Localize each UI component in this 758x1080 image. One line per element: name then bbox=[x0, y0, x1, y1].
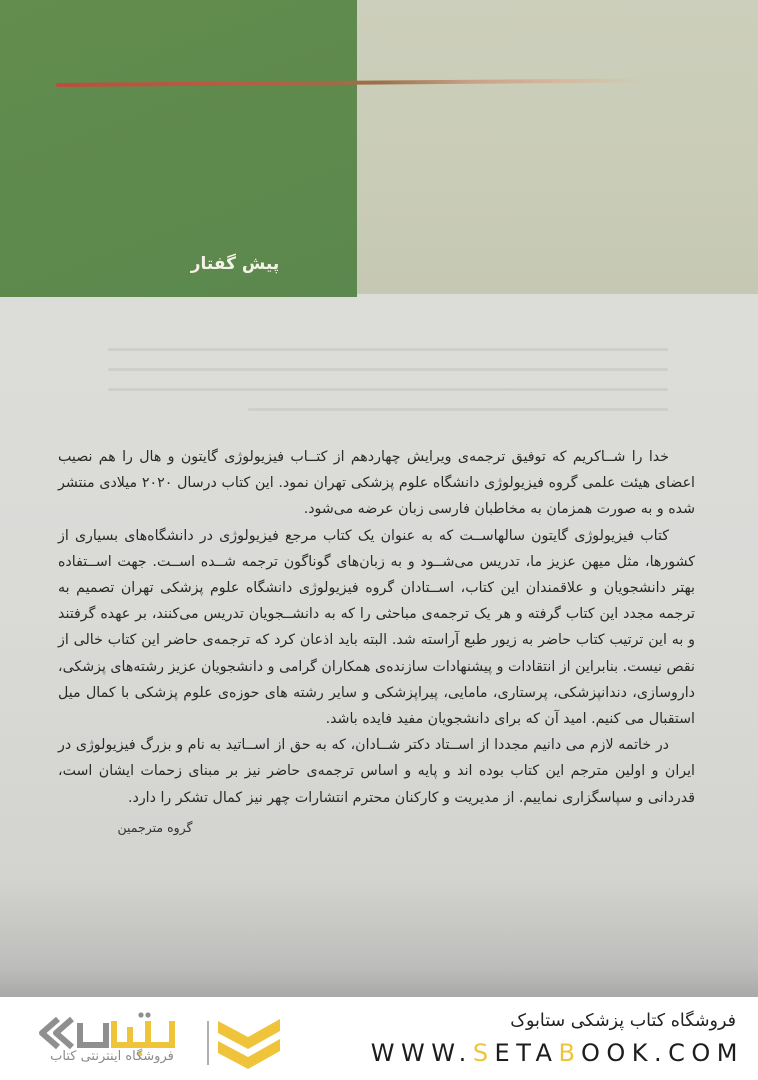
logo-subtitle: فروشگاه اینترنتی کتاب bbox=[50, 1049, 174, 1064]
paragraph: کتاب فیزیولوژی گایتون سالهاســت که به عنوان یک کتاب مرجع فیزیولوژی در دانشگاه‌های بسیاری از کشورها، مثل میهن عزیز ما، تدریس می‌شــود و به زبان‌های گوناگون ترجمه شــده اســت. جهت اســتفاده بهتر دانشجویان و علاقمندان این کتاب، اســتادان گروه فیزیولوژی دانشگاه علوم پزشکی تهران تصمیم به ترجمه مجدد این کتاب گرفته و هر یک ترجمه‌ی مباحثی را که به دانشــجویان تدریس می‌کنند، بر عهده گرفتند و به این ترتیب کتاب حاضر به زیور طبع آراسته شد. البته باید اذعان کرد که ترجمه‌ی حاضر این کتاب خالی از نقص نیست. بنابراین از انتقادات و پیشنهادات سازنده‌ی همکاران گرامی و دانشجویان عزیز رشته‌های پزشکی، داروسازی، دندانپزشکی، پرستاری، مامایی، پیراپزشکی و سایر رشته های حوزه‌ی علوم پزشکی با کمال میل استقبال می کنیم. امید آن که برای دانشجویان مفید فایده باشد. bbox=[58, 527, 695, 728]
url-highlight-b: B bbox=[558, 1039, 581, 1067]
url-part: WWW. bbox=[370, 1039, 473, 1067]
url-part: ETA bbox=[494, 1039, 559, 1067]
url-part: OOK.COM bbox=[580, 1039, 744, 1067]
page-title: پیش گفتار bbox=[190, 254, 280, 274]
paragraph: در خاتمه لازم می دانیم مجددا از اســتاد دکتر شــادان، که به حق از اســاتید به نام و بزرگ فیزیولوژی در ایران و اولین مترجم این کتاب بوده اند و پایه و اساس ترجمه‌ی حاضر نیز بر مبنای زحمات ایشان است، قدردانی و سپاسگزاری نماییم. از مدیریت و کارکنان محترم انتشارات چهر نیز کمال تشکر را دارد. bbox=[58, 737, 695, 806]
paragraph: خدا را شــاکریم که توفیق ترجمه‌ی ویرایش چهاردهم از کتــاب فیزیولوژی گایتون و هال را هم نصیب اعضای هیئت علمی گروه فیزیولوژی دانشگاه علوم پزشکی تهران نمود. این کتاب درسال ۲۰۲۰ میلادی منتشر شده و به صورت همزمان به مخاطبان فارسی زبان عرضه می‌شود. bbox=[58, 449, 695, 518]
store-url[interactable] bbox=[371, 1039, 744, 1067]
store-name: فروشگاه کتاب پزشکی ستابوک bbox=[510, 1011, 736, 1031]
preface-body bbox=[58, 444, 695, 811]
bleed-through-line bbox=[108, 348, 668, 351]
bleed-through-line bbox=[108, 388, 668, 391]
signature: گروه مترجمین bbox=[117, 820, 193, 835]
setabook-logo bbox=[36, 1009, 296, 1073]
bleed-through-line bbox=[248, 408, 668, 411]
beige-header-panel bbox=[357, 0, 758, 294]
bleed-through-line bbox=[108, 368, 668, 371]
url-highlight-s: S bbox=[472, 1039, 495, 1067]
store-footer-banner bbox=[0, 997, 758, 1080]
green-header-panel bbox=[0, 0, 357, 297]
